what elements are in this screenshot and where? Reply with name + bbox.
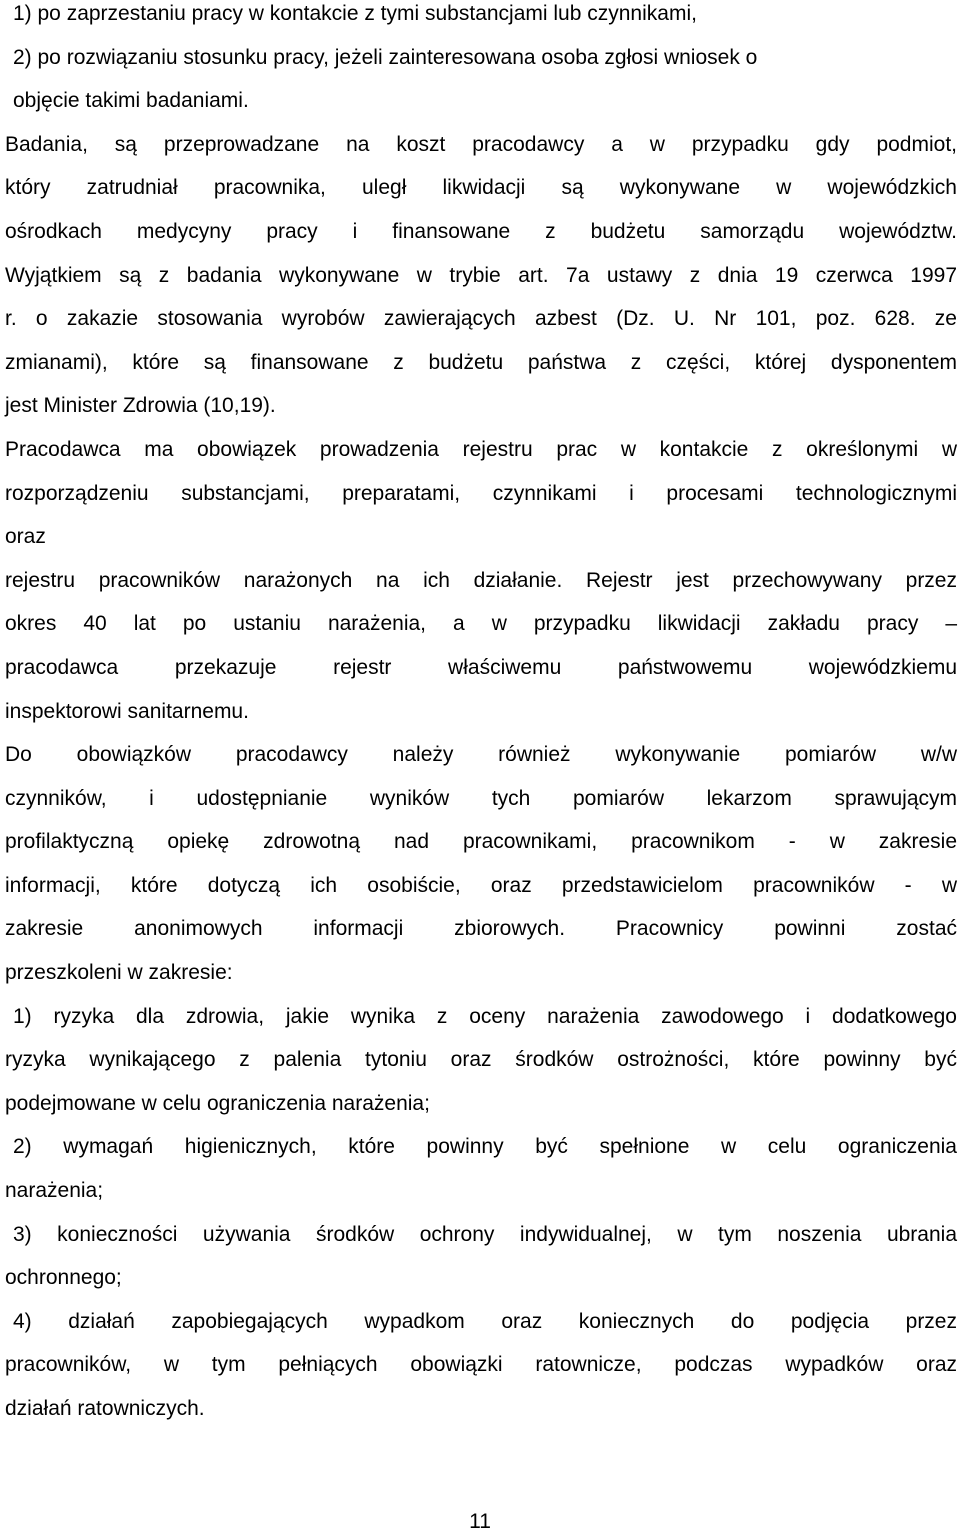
text-line: Do obowiązków pracodawcy należy również wykonywanie pomiarów w/w <box>5 743 957 767</box>
text-line: ryzyka wynikającego z palenia tytoniu oraz środków ostrożności, które powinny być <box>5 1048 957 1072</box>
page-number: 11 <box>469 1510 491 1533</box>
text-line: 3) konieczności używania środków ochrony indywidualnej, w tym noszenia ubrania <box>13 1222 957 1246</box>
text-line: objęcie takimi badaniami. <box>13 89 249 113</box>
text-line: ośrodkach medycyny pracy i finansowane z budżetu samorządu województw. <box>5 219 957 243</box>
text-line: jest Minister Zdrowia (10,19). <box>5 394 276 418</box>
text-line: pracowników, w tym pełniących obowiązki ratownicze, podczas wypadków oraz <box>5 1353 957 1377</box>
text-line: r. o zakazie stosowania wyrobów zawierających azbest (Dz. U. Nr 101, poz. 628. ze <box>5 307 957 331</box>
text-line: zmianami), które są finansowane z budżetu państwa z części, której dysponentem <box>5 350 957 374</box>
text-line: oraz <box>5 525 46 549</box>
text-line: pracodawca przekazuje rejestr właściwemu państwowemu wojewódzkiemu <box>5 655 957 679</box>
text-line: narażenia; <box>5 1179 104 1203</box>
text-line: 1) po zaprzestaniu pracy w kontakcie z tymi substancjami lub czynnikami, <box>13 2 697 25</box>
text-line: rejestru pracowników narażonych na ich działanie. Rejestr jest przechowywany przez <box>5 568 957 592</box>
document-body <box>5 0 957 1431</box>
text-line: okres 40 lat po ustaniu narażenia, a w przypadku likwidacji zakładu pracy – <box>5 612 957 636</box>
text-line: podejmowane w celu ograniczenia narażenia; <box>5 1091 430 1115</box>
text-line: rozporządzeniu substancjami, preparatami, czynnikami i procesami technologicznymi <box>5 481 957 505</box>
text-line: przeszkoleni w zakresie: <box>5 961 233 985</box>
text-line: zakresie anonimowych informacji zbiorowych. Pracownicy powinni zostać <box>5 917 957 941</box>
text-line: Badania, są przeprowadzane na koszt pracodawcy a w przypadku gdy podmiot, <box>5 132 957 156</box>
text-line: 4) działań zapobiegających wypadkom oraz koniecznych do podjęcia przez <box>13 1309 957 1333</box>
text-line: czynników, i udostępnianie wyników tych pomiarów lekarzom sprawującym <box>5 786 957 810</box>
text-line: Pracodawca ma obowiązek prowadzenia rejestru prac w kontakcie z określonymi w <box>5 437 957 461</box>
text-line: który zatrudniał pracownika, uległ likwidacji są wykonywane w wojewódzkich <box>5 176 957 200</box>
text-line: 1) ryzyka dla zdrowia, jakie wynika z oceny narażenia zawodowego i dodatkowego <box>13 1004 957 1028</box>
text-line: działań ratowniczych. <box>5 1397 205 1420</box>
text-line: informacji, które dotyczą ich osobiście, oraz przedstawicielom pracowników - w <box>5 873 957 897</box>
text-line: ochronnego; <box>5 1266 122 1290</box>
text-line: profilaktyczną opiekę zdrowotną nad pracownikami, pracownikom - w zakresie <box>5 830 957 854</box>
text-line: inspektorowi sanitarnemu. <box>5 699 249 723</box>
text-line: 2) wymagań higienicznych, które powinny być spełnione w celu ograniczenia <box>13 1135 957 1159</box>
text-line: 2) po rozwiązaniu stosunku pracy, jeżeli zainteresowana osoba zgłosi wniosek o <box>13 45 758 69</box>
text-line: Wyjątkiem są z badania wykonywane w trybie art. 7a ustawy z dnia 19 czerwca 1997 <box>5 263 957 287</box>
